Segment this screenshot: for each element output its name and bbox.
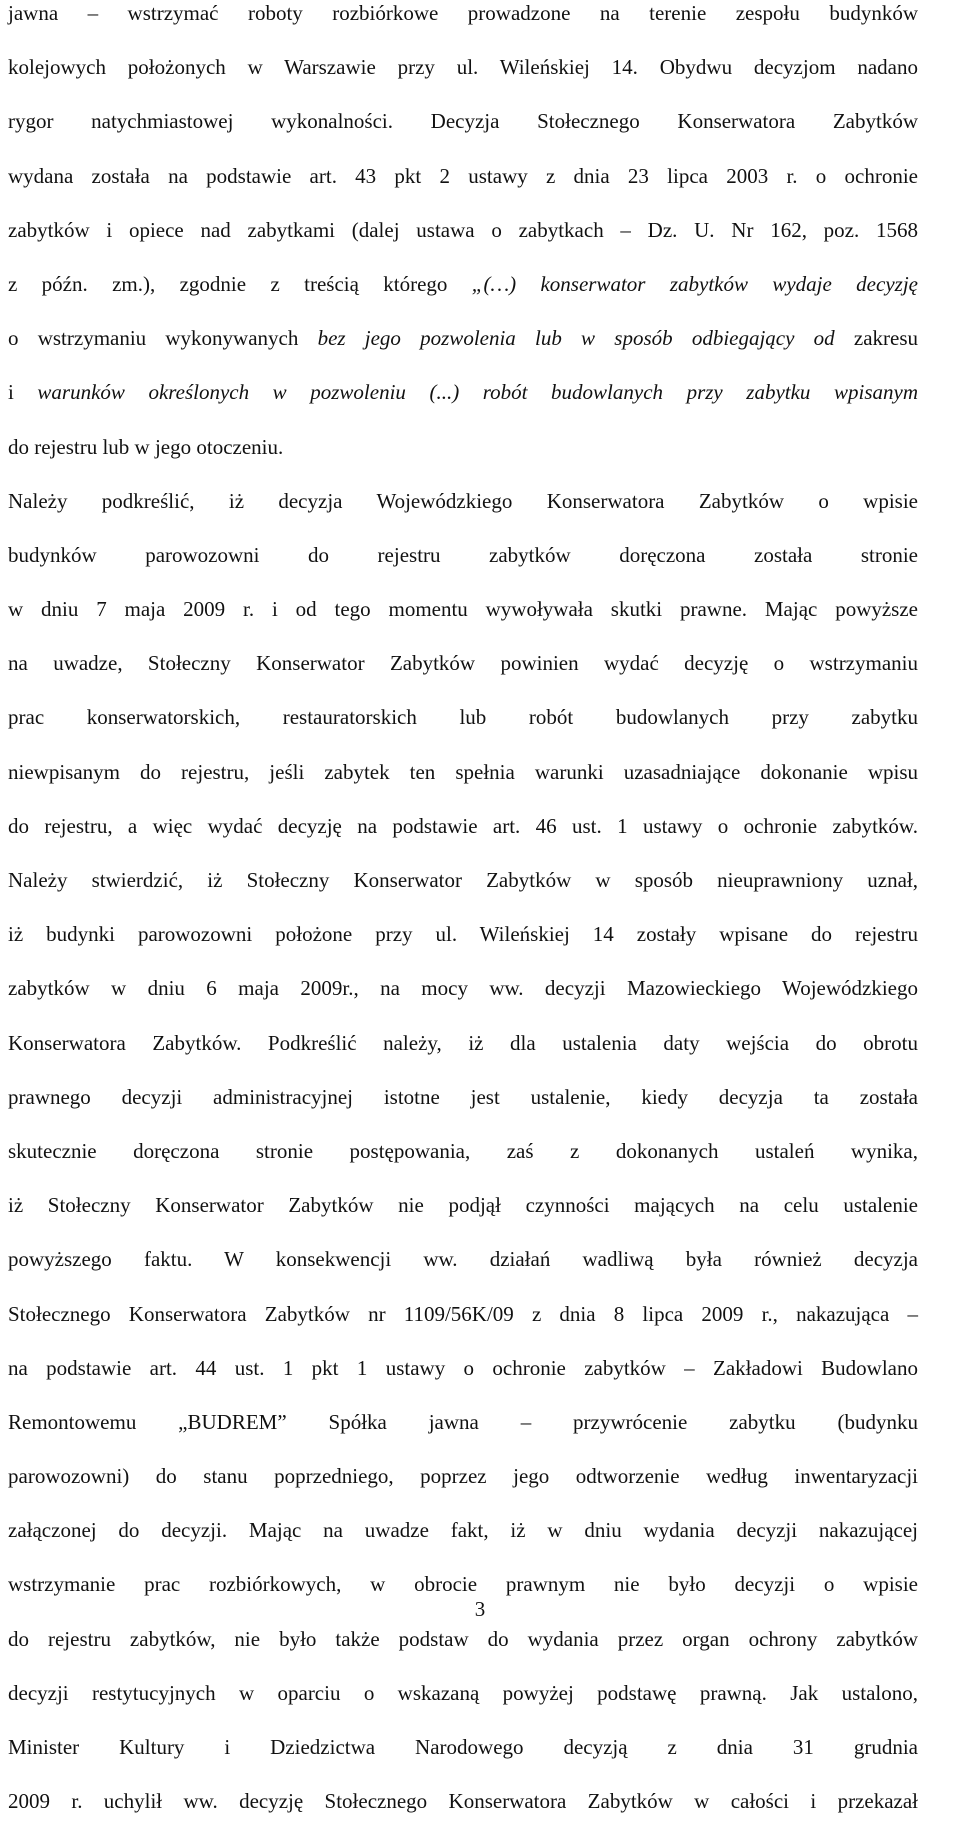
- text-line: [8, 704, 918, 758]
- text-segment: kolejowych położonych w Warszawie przy ul. Wileńskiej 14. Obydwu decyzjom nadano: [8, 55, 918, 80]
- text-segment: zabytków i opiece nad zabytkami (dalej ustawa o zabytkach – Dz. U. Nr 162, poz. 1568: [8, 217, 918, 242]
- text-segment: wstrzymanie prac rozbiórkowych, w obrocie prawnym nie było decyzji o wpisie: [8, 1572, 918, 1597]
- text-line: [8, 813, 918, 867]
- text-segment: Należy podkreślić, iż decyzja Wojewódzkiego Konserwatora Zabytków o wpisie: [8, 488, 918, 513]
- text-line: [8, 271, 918, 325]
- text-segment: zakresu: [853, 326, 919, 351]
- text-line: [8, 759, 918, 813]
- text-line: [8, 217, 918, 271]
- text-line: [8, 1301, 918, 1355]
- text-segment: parowozowni) do stanu poprzedniego, poprzez jego odtworzenie według inwentaryzacji: [8, 1464, 918, 1489]
- text-segment: iż Stołeczny Konserwator Zabytków nie podjął czynności mających na celu ustalenie: [8, 1193, 918, 1218]
- text-segment: na uwadze, Stołeczny Konserwator Zabytków powinien wydać decyzję o wstrzymaniu: [8, 651, 918, 676]
- text-line: [8, 650, 918, 704]
- text-segment: z późn. zm.), zgodnie z treścią którego: [8, 271, 472, 296]
- text-segment: skutecznie doręczona stronie postępowania, zaś z dokonanych ustaleń wynika,: [8, 1138, 918, 1163]
- text-segment: Remontowemu „BUDREM” Spółka jawna – przywrócenie zabytku (budynku: [8, 1409, 918, 1434]
- text-line: [8, 1626, 918, 1680]
- text-segment: do rejestru zabytków, nie było także podstaw do wydania przez organ ochrony zabytków: [8, 1626, 918, 1651]
- text-segment: Minister Kultury i Dziedzictwa Narodowego decyzją z dnia 31 grudnia: [8, 1735, 918, 1759]
- text-line: [8, 1463, 918, 1517]
- text-line: [8, 1788, 918, 1842]
- text-segment: do rejestru lub w jego otoczeniu.: [8, 434, 284, 459]
- text-segment: 2009 r. uchylił ww. decyzję Stołecznego Konserwatora Zabytków w całości i przekazał: [8, 1789, 918, 1814]
- text-line: [8, 379, 918, 433]
- text-segment: prac konserwatorskich, restauratorskich lub robót budowlanych przy zabytku: [8, 705, 918, 730]
- text-segment: załączonej do decyzji. Mając na uwadze fakt, iż w dniu wydania decyzji nakazującej: [8, 1518, 918, 1543]
- text-segment: prawnego decyzji administracyjnej istotne jest ustalenie, kiedy decyzja ta została: [8, 1084, 918, 1109]
- text-line: [8, 1517, 918, 1571]
- text-line: [8, 1138, 918, 1192]
- text-line: [8, 163, 918, 217]
- text-segment: i: [8, 380, 38, 405]
- text-segment: zabytków w dniu 6 maja 2009r., na mocy ww. decyzji Mazowieckiego Wojewódzkiego: [8, 976, 918, 1001]
- quoted-text: „(…) konserwator zabytków wydaje decyzję: [471, 271, 918, 296]
- text-line: [8, 975, 918, 1029]
- text-line: [8, 1246, 918, 1300]
- text-line: [8, 1084, 918, 1138]
- text-segment: do rejestru, a więc wydać decyzję na podstawie art. 46 ust. 1 ustawy o ochronie zabytków.: [8, 813, 918, 838]
- text-line: [8, 1409, 918, 1463]
- text-line: [8, 1030, 918, 1084]
- text-segment: o wstrzymaniu wykonywanych: [8, 326, 318, 351]
- text-segment: Należy stwierdzić, iż Stołeczny Konserwator Zabytków w sposób nieuprawniony uznał,: [8, 868, 918, 892]
- quoted-text: bez jego pozwolenia lub w sposób odbiegający od: [317, 326, 854, 351]
- text-line: [8, 596, 918, 650]
- text-line: [8, 1734, 918, 1788]
- text-segment: wydana została na podstawie art. 43 pkt 2 ustawy z dnia 23 lipca 2003 r. o ochronie: [8, 163, 918, 188]
- text-line: [8, 1680, 918, 1734]
- body-text: [8, 0, 918, 1842]
- text-segment: iż budynki parowozowni położone przy ul. Wileńskiej 14 zostały wpisane do rejestru: [8, 922, 918, 947]
- text-segment: jawna – wstrzymać roboty rozbiórkowe prowadzone na terenie zespołu budynków: [8, 1, 918, 25]
- quoted-text: warunków określonych w pozwoleniu (...) robót budowlanych przy zabytku wpisanym: [37, 380, 918, 405]
- text-segment: na podstawie art. 44 ust. 1 pkt 1 ustawy o ochronie zabytków – Zakładowi Budowlano: [8, 1355, 918, 1380]
- page-number: 3: [474, 1597, 486, 1621]
- text-line: [8, 921, 918, 975]
- text-line: [8, 867, 918, 921]
- text-line: [8, 325, 918, 379]
- text-segment: w dniu 7 maja 2009 r. i od tego momentu wywoływała skutki prawne. Mając powyższe: [8, 597, 918, 622]
- text-line: [8, 542, 918, 596]
- text-segment: powyższego faktu. W konsekwencji ww. działań wadliwą była również decyzja: [8, 1247, 918, 1272]
- text-segment: niewpisanym do rejestru, jeśli zabytek ten spełnia warunki uzasadniające dokonanie wpisu: [8, 759, 918, 784]
- text-line: [8, 1192, 918, 1246]
- text-line: [8, 54, 918, 108]
- text-segment: decyzji restytucyjnych w oparciu o wskazaną powyżej podstawę prawną. Jak ustalono,: [8, 1680, 918, 1705]
- text-segment: Konserwatora Zabytków. Podkreślić należy, iż dla ustalenia daty wejścia do obrotu: [8, 1030, 918, 1055]
- text-line: [8, 1355, 918, 1409]
- text-line: [8, 108, 918, 162]
- text-line: [8, 434, 918, 488]
- text-segment: budynków parowozowni do rejestru zabytków doręczona została stronie: [8, 542, 918, 567]
- text-line: [8, 0, 918, 54]
- text-line: [8, 488, 918, 542]
- text-segment: rygor natychmiastowej wykonalności. Decyzja Stołecznego Konserwatora Zabytków: [8, 109, 918, 134]
- text-segment: Stołecznego Konserwatora Zabytków nr 1109/56K/09 z dnia 8 lipca 2009 r., nakazująca –: [8, 1301, 918, 1326]
